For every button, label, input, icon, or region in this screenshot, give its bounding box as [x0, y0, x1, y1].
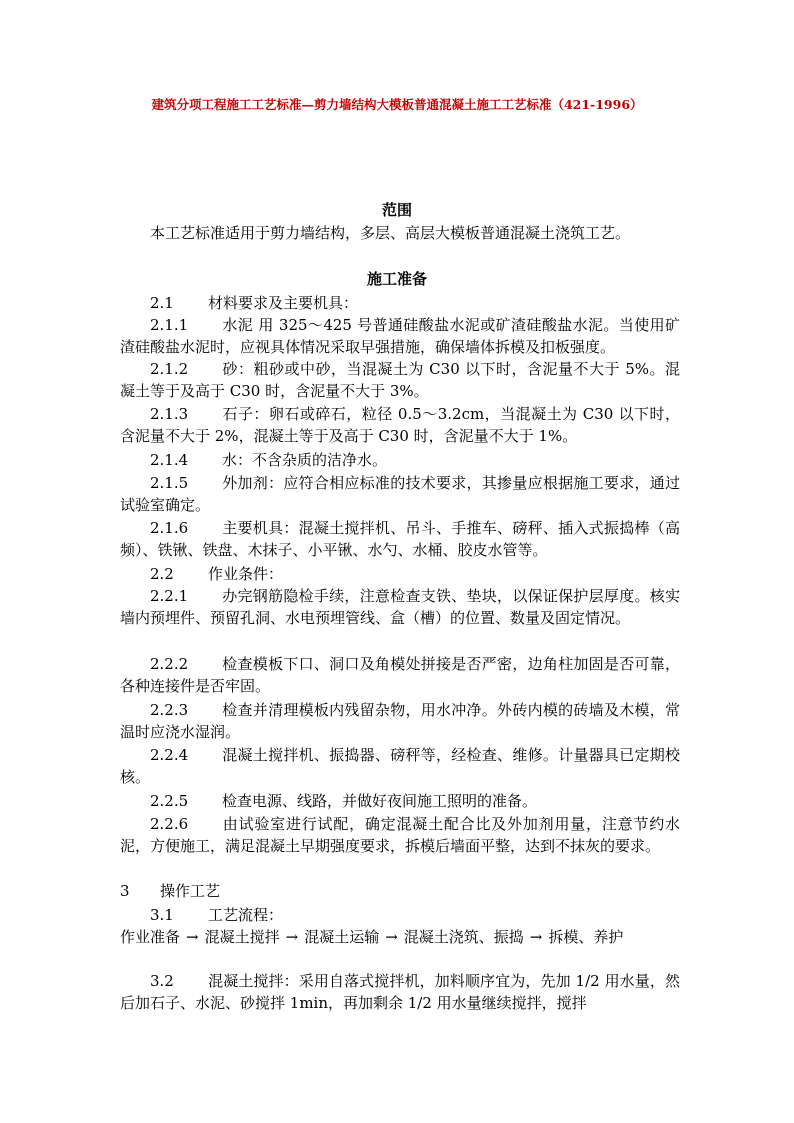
clause-text: 材料要求及主要机具： — [208, 294, 359, 312]
clause-text: 混凝土搅拌机、振捣器、磅秤等，经检查、维修。计量器具已定期校核。 — [120, 746, 680, 786]
clause-number: 3.1 — [150, 906, 174, 924]
clause-number: 2.1.1 — [150, 316, 189, 334]
clause-3-1 — [120, 904, 680, 926]
clause-number: 2.1.4 — [150, 451, 189, 469]
clause-number: 2.1.6 — [150, 519, 189, 537]
clause-number: 2.2.1 — [150, 587, 189, 605]
section-number: 3 — [120, 882, 130, 900]
clause-text: 工艺流程： — [208, 906, 284, 924]
clause-2-1-2 — [120, 358, 680, 402]
clause-text: 检查电源、线路，并做好夜间施工照明的准备。 — [222, 792, 538, 810]
clause-number: 3.2 — [150, 972, 174, 990]
scope-paragraph — [120, 222, 680, 244]
clause-text: 混凝土搅拌：采用自落式搅拌机，加料顺序宜为，先加 1/2 用水量，然后加石子、水泥、砂搅拌 1min，再加剩余 1/2 用水量继续搅拌，搅拌 — [120, 972, 680, 1012]
clause-2-1-3 — [120, 403, 680, 447]
clause-text: 主要机具：混凝土搅拌机、吊斗、手推车、磅秤、插入式振捣棒（高频）、铁锹、铁盘、木抹子、小平锹、水勺、水桶、胶皮水管等。 — [120, 519, 680, 559]
clause-2-2-2 — [120, 653, 680, 697]
clause-number: 2.2 — [150, 565, 174, 583]
flow-step: 作业准备 — [120, 928, 181, 946]
clause-number: 2.2.5 — [150, 792, 189, 810]
clause-text: 石子：卵石或碎石，粒径 0.5～3.2cm，当混凝土为 C30 以下时，含泥量不大于 2%，混凝土等于及高于 C30 时，含泥量不大于 1%。 — [120, 405, 680, 445]
clause-2-2-1 — [120, 585, 680, 629]
clause-text: 作业条件： — [208, 565, 284, 583]
clause-text: 检查并清理模板内残留杂物，用水冲净。外砖内模的砖墙及木模，常温时应浇水湿润。 — [120, 701, 680, 741]
flow-step: 混凝土运输 — [304, 928, 380, 946]
scope-text: 本工艺标准适用于剪力墙结构，多层、高层大模板普通混凝土浇筑工艺。 — [150, 224, 631, 242]
section-3-heading — [120, 880, 220, 902]
flow-step: 混凝土搅拌 — [204, 928, 280, 946]
flow-step: 混凝土浇筑、振捣 — [403, 928, 524, 946]
arrow-right-icon: → — [385, 928, 398, 946]
document-title: 建筑分项工程施工工艺标准—剪力墙结构大模板普通混凝土施工工艺标准（421-1996） — [151, 97, 643, 112]
clause-2-1-5 — [120, 472, 680, 516]
arrow-right-icon: → — [285, 928, 299, 946]
arrow-right-icon: → — [186, 928, 199, 946]
clause-number: 2.1 — [150, 294, 174, 312]
flow-step: 拆模、养护 — [548, 928, 624, 946]
prep-heading: 施工准备 — [366, 270, 427, 288]
process-flow — [120, 926, 680, 948]
clause-text: 水：不含杂质的洁净水。 — [222, 451, 388, 469]
clause-2-2-6 — [120, 813, 680, 857]
clause-number: 2.2.3 — [150, 701, 189, 719]
clause-number: 2.1.5 — [150, 474, 189, 492]
arrow-right-icon: → — [529, 928, 543, 946]
clause-number: 2.2.6 — [150, 815, 189, 833]
clause-text: 水泥 用 325～425 号普通硅酸盐水泥或矿渣硅酸盐水泥。当使用矿渣硅酸盐水泥时，应视具体情况采取早强措施，确保墙体拆模及扣板强度。 — [120, 316, 680, 356]
clause-2-1 — [120, 292, 680, 314]
clause-text: 砂：粗砂或中砂，当混凝土为 C30 以下时，含泥量不大于 5%。混凝土等于及高于 C30 时，含泥量不大于 3%。 — [120, 360, 680, 400]
scope-heading: 范围 — [381, 201, 412, 219]
clause-text: 由试验室进行试配，确定混凝土配合比及外加剂用量，注意节约水泥，方便施工，满足混凝土早期强度要求，拆模后墙面平整，达到不抹灰的要求。 — [120, 815, 680, 855]
clause-number: 2.2.2 — [150, 655, 189, 673]
clause-text: 办完钢筋隐检手续，注意检查支铁、垫块，以保证保护层厚度。核实墙内预埋件、预留孔洞、水电预埋管线、盒（槽）的位置、数量及固定情况。 — [120, 587, 680, 627]
clause-2-1-1 — [120, 314, 680, 358]
clause-number: 2.1.3 — [150, 405, 189, 423]
clause-2-1-6 — [120, 517, 680, 561]
clause-text: 外加剂：应符合相应标准的技术要求，其掺量应根据施工要求，通过试验室确定。 — [120, 474, 680, 514]
clause-text: 检查模板下口、洞口及角模处拼接是否严密，边角柱加固是否可靠，各种连接件是否牢固。 — [120, 655, 680, 695]
clause-2-1-4 — [120, 449, 680, 471]
clause-number: 2.1.2 — [150, 360, 189, 378]
clause-number: 2.2.4 — [150, 746, 189, 764]
clause-2-2-4 — [120, 744, 680, 788]
clause-3-2 — [120, 970, 680, 1014]
clause-2-2 — [120, 563, 680, 585]
section-title: 操作工艺 — [160, 882, 221, 900]
clause-2-2-5 — [120, 790, 680, 812]
clause-2-2-3 — [120, 699, 680, 743]
